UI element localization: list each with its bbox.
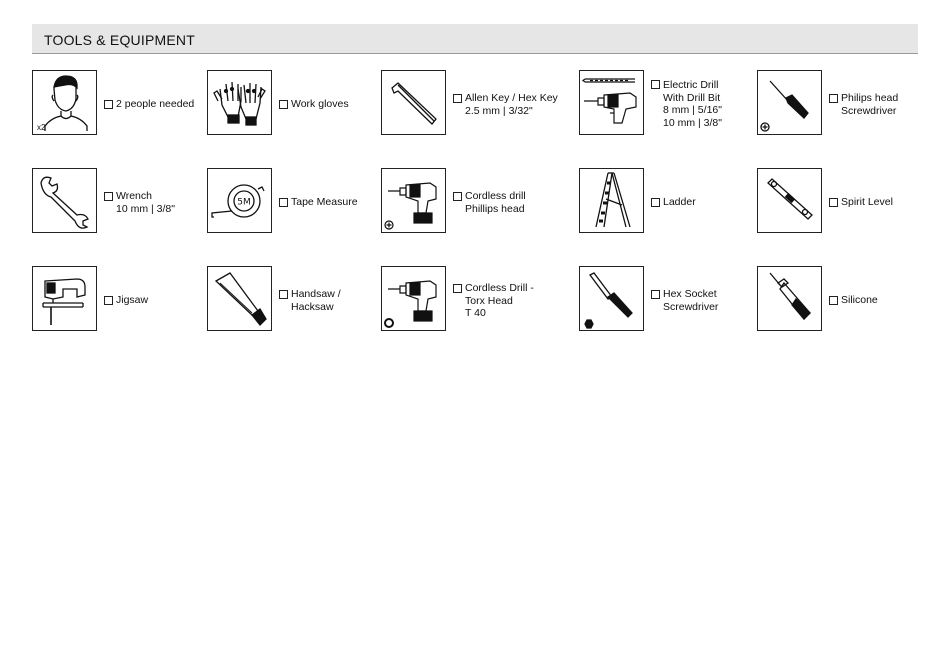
tool-label: Wrench 10 mm | 3/8" [116, 190, 175, 215]
checkbox[interactable] [829, 94, 838, 103]
tool-label: Ladder [663, 196, 696, 208]
wrench-icon [33, 169, 96, 232]
tool-item-wrench [32, 168, 212, 234]
tool-item-spirit-level [757, 168, 937, 234]
allen-key-icon [382, 71, 445, 134]
tool-label: Cordless Drill - Torx Head T 40 [465, 282, 534, 319]
tape-measure-icon [208, 169, 271, 232]
tool-item-phillips-screwdriver [757, 70, 937, 136]
checkbox[interactable] [453, 284, 462, 293]
tool-label: Silicone [841, 294, 878, 306]
cordless-drill-phillips-icon [382, 169, 445, 232]
jigsaw-icon [33, 267, 96, 330]
tape-size-text: 5M [237, 197, 251, 208]
silicone-gun-icon [758, 267, 821, 330]
tool-label: 2 people needed [116, 98, 195, 110]
electric-drill-icon [580, 71, 643, 134]
quantity-badge: x2 [37, 123, 46, 132]
cordless-drill-torx-icon [382, 267, 445, 330]
hacksaw-icon [208, 267, 271, 330]
tool-label: Work gloves [291, 98, 349, 110]
tool-label: Handsaw / Hacksaw [291, 288, 341, 313]
phillips-screwdriver-icon [758, 71, 821, 134]
tool-label: Tape Measure [291, 196, 358, 208]
checkbox[interactable] [651, 80, 660, 89]
tool-item-silicone [757, 266, 937, 332]
tool-item-people [32, 70, 212, 136]
checkbox[interactable] [651, 290, 660, 299]
checkbox[interactable] [104, 192, 113, 201]
checkbox[interactable] [279, 198, 288, 207]
ladder-icon [580, 169, 643, 232]
tool-item-electric-drill [579, 70, 759, 136]
checkbox[interactable] [104, 296, 113, 305]
tool-item-ladder [579, 168, 759, 234]
tool-item-tape-measure [207, 168, 387, 234]
section-header [32, 24, 918, 54]
tool-item-hex-screwdriver [579, 266, 759, 332]
spirit-level-icon [758, 169, 821, 232]
tool-label: Philips head Screwdriver [841, 92, 899, 117]
checkbox[interactable] [453, 192, 462, 201]
tool-label: Electric Drill With Drill Bit 8 mm | 5/16" 10 mm | 3/8" [663, 79, 722, 129]
hex-screwdriver-icon [580, 267, 643, 330]
tool-item-allen-key [381, 70, 561, 136]
checkbox[interactable] [829, 296, 838, 305]
checkbox[interactable] [651, 198, 660, 207]
page-title: TOOLS & EQUIPMENT [44, 32, 195, 48]
tool-item-gloves [207, 70, 387, 136]
checkbox[interactable] [104, 100, 113, 109]
tool-label: Spirit Level [841, 196, 893, 208]
checkbox[interactable] [279, 290, 288, 299]
tool-label: Allen Key / Hex Key 2.5 mm | 3/32" [465, 92, 558, 117]
tool-label: Jigsaw [116, 294, 149, 306]
tool-item-jigsaw [32, 266, 212, 332]
tool-item-cordless-drill-phillips [381, 168, 561, 234]
tool-label: Hex Socket Screwdriver [663, 288, 719, 313]
tool-item-hacksaw [207, 266, 387, 332]
checkbox[interactable] [453, 94, 462, 103]
checkbox[interactable] [279, 100, 288, 109]
checkbox[interactable] [829, 198, 838, 207]
tool-label: Cordless drill Phillips head [465, 190, 526, 215]
tool-item-cordless-drill-torx [381, 266, 561, 332]
work-gloves-icon [208, 71, 271, 134]
